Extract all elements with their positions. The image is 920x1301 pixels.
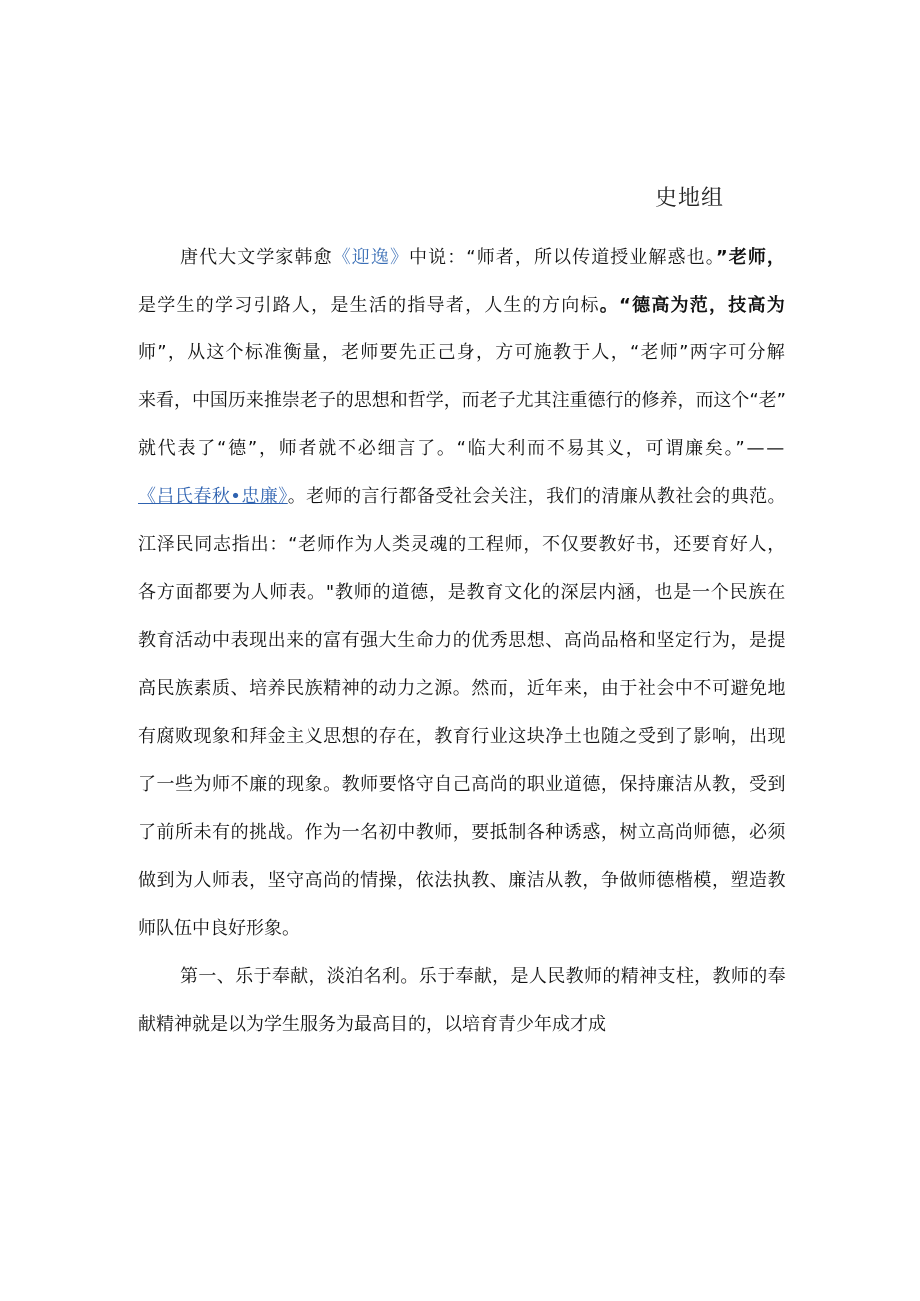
text-run: 献精神就是以为学生服务为最高目的，以培育青少年成才成 <box>138 1014 606 1035</box>
paragraph-1-line <box>138 868 786 894</box>
text-run: 就代表了“德”，师者就不必细言了。“临大利而不易其义，可谓廉矣。”—— <box>138 438 786 459</box>
text-run: 教育活动中表现出来的富有强大生命力的优秀思想、高尚品格和坚定行为，是提 <box>138 630 786 651</box>
paragraph-1-line <box>138 628 786 654</box>
paragraph-1-line <box>138 580 786 606</box>
text-run: 做到为人师表，坚守高尚的情操，依法执教、廉洁从教，争做师德楷模，塑造教 <box>138 870 786 891</box>
text-run: 江泽民同志指出：“老师作为人类灵魂的工程师，不仅要教好书，还要育好人， <box>138 534 786 555</box>
text-run: 了一些为师不廉的现象。教师要恪守自己高尚的职业道德，保持廉洁从教，受到 <box>138 774 786 795</box>
text-run: 师队伍中良好形象。 <box>138 918 300 939</box>
text-run: 各方面都要为人师表。"教师的道德，是教育文化的深层内涵，也是一个民族在 <box>138 582 786 603</box>
paragraph-1-line <box>138 340 786 366</box>
text-run: 了前所未有的挑战。作为一名初中教师，要抵制各种诱惑，树立高尚师德，必须 <box>138 822 786 843</box>
text-run: 。老师的言行都备受社会关注，我们的清廉从教社会的典范。 <box>287 486 786 507</box>
text-run: 高民族素质、培养民族精神的动力之源。然而，近年来，由于社会中不可避免地 <box>138 678 786 699</box>
paragraph-1-line <box>138 436 786 462</box>
text-run: 中说：“师者，所以传道授业解惑也。 <box>409 247 716 268</box>
paragraph-2-line <box>138 1012 606 1038</box>
citation-link[interactable]: 《吕氏春秋•忠廉》 <box>138 486 288 507</box>
text-run: 是学生的学习引路人，是生活的指导者，人生的方向标 <box>138 295 600 316</box>
citation-link[interactable]: 《迎逸》 <box>332 247 410 268</box>
paragraph-1-line <box>138 388 786 414</box>
text-run: 来看，中国历来推崇老子的思想和哲学，而老子尤其注重德行的修养，而这个“老” <box>138 390 786 411</box>
paragraph-1-line <box>138 772 786 798</box>
paragraph-1-line <box>138 820 786 846</box>
text-run: 师”，从这个标准衡量，老师要先正己身，方可施教于人，“老师”两字可分解 <box>138 342 786 363</box>
text-run: 有腐败现象和拜金主义思想的存在，教育行业这块净土也随之受到了影响，出现 <box>138 726 786 747</box>
emphasis-text: ”老师， <box>715 247 786 268</box>
paragraph-2-line <box>180 964 786 990</box>
paragraph-1-line <box>138 916 300 942</box>
text-run: 唐代大文学家韩愈 <box>180 247 333 268</box>
paragraph-1-line <box>138 676 786 702</box>
paragraph-1-line <box>138 532 786 558</box>
paragraph-1-line <box>180 245 786 271</box>
paragraph-1-line <box>138 293 786 319</box>
paragraph-1-line <box>138 484 786 510</box>
paragraph-1-line <box>138 724 786 750</box>
author-group: 史地组 <box>655 186 725 211</box>
text-run: 第一、乐于奉献，淡泊名利。乐于奉献，是人民教师的精神支柱，教师的奉 <box>180 966 786 987</box>
emphasis-text: 。“德高为范，技高为 <box>599 295 786 316</box>
